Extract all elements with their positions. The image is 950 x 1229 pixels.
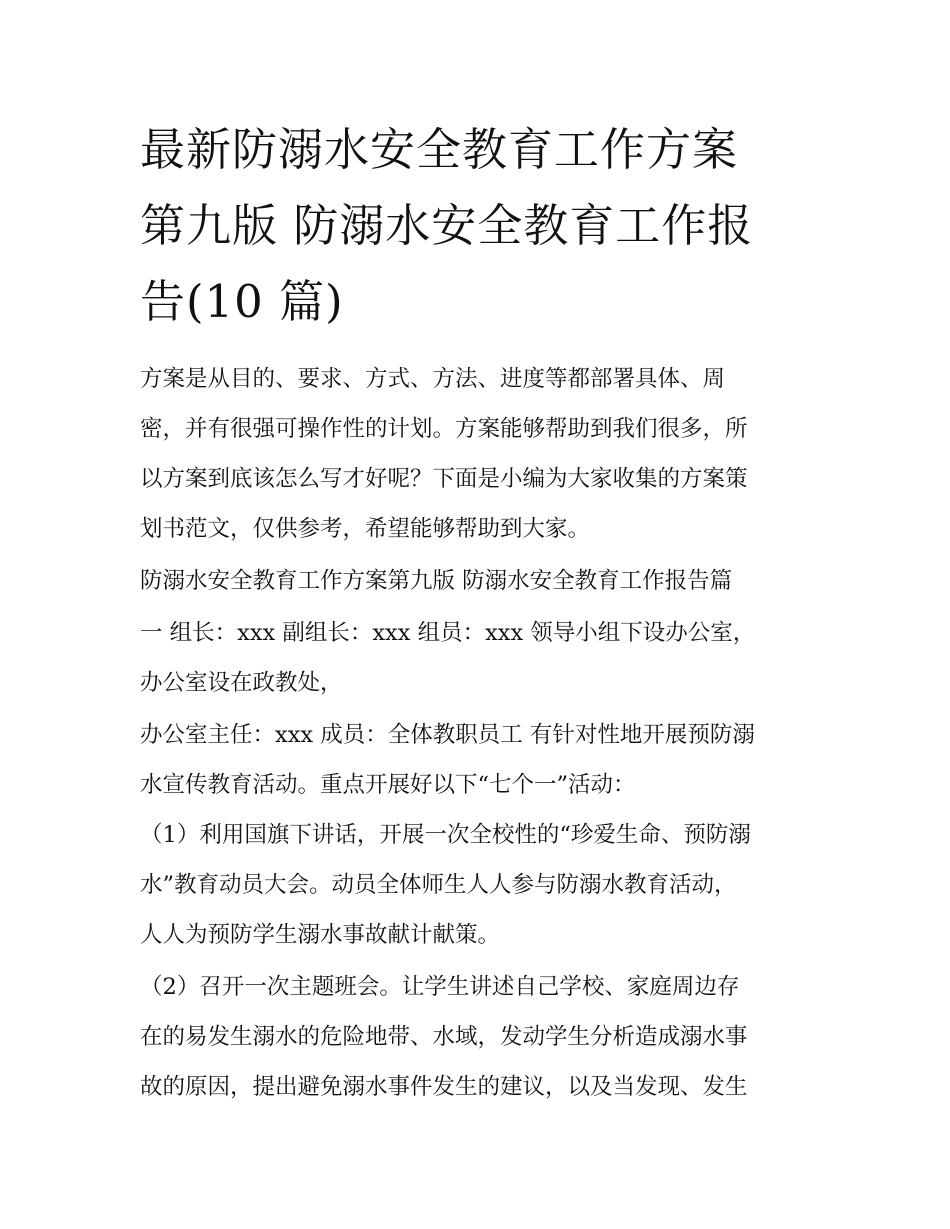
body-line-15: 故的原因，提出避免溺水事件发生的建议，以及当发现、发生 [140, 1074, 748, 1100]
body-line-7: 办公室设在政教处， [140, 670, 343, 696]
body-line-11: 水”教育动员大会。动员全体师生人人参与防溺水教育活动， [140, 872, 737, 898]
body-line-13: （2）召开一次主题班会。让学生讲述自己学校、家庭周边存 [140, 974, 740, 1000]
body-line-12: 人人为预防学生溺水事故献计献策。 [140, 922, 501, 948]
document-title [140, 112, 830, 340]
body-line-8: 办公室主任：xxx 成员：全体教职员工 有针对性地开展预防溺 [140, 722, 755, 748]
title-line-2: 第九版 防溺水安全教育工作报 [140, 199, 754, 252]
body-line-4: 划书范文，仅供参考，希望能够帮助到大家。 [140, 516, 591, 542]
body-line-3: 以方案到底该怎么写才好呢？下面是小编为大家收集的方案策 [140, 466, 748, 492]
title-line-3: 告(10 篇) [140, 275, 344, 328]
body-line-6: 一 组长：xxx 副组长：xxx 组员：xxx 领导小组下设办公室， [140, 620, 756, 646]
body-line-5: 防溺水安全教育工作方案第九版 防溺水安全教育工作报告篇 [140, 568, 733, 594]
title-line-1: 最新防溺水安全教育工作方案 [140, 123, 739, 176]
body-line-9: 水宣传教育活动。重点开展好以下“七个一”活动： [140, 772, 636, 798]
body-line-1: 方案是从目的、要求、方式、方法、进度等都部署具体、周 [140, 366, 726, 392]
body-line-10: （1）利用国旗下讲话，开展一次全校性的“珍爱生命、预防溺 [140, 822, 751, 848]
body-line-14: 在的易发生溺水的危险地带、水域，发动学生分析造成溺水事 [140, 1024, 748, 1050]
body-line-2: 密，并有很强可操作性的计划。方案能够帮助到我们很多，所 [140, 416, 748, 442]
